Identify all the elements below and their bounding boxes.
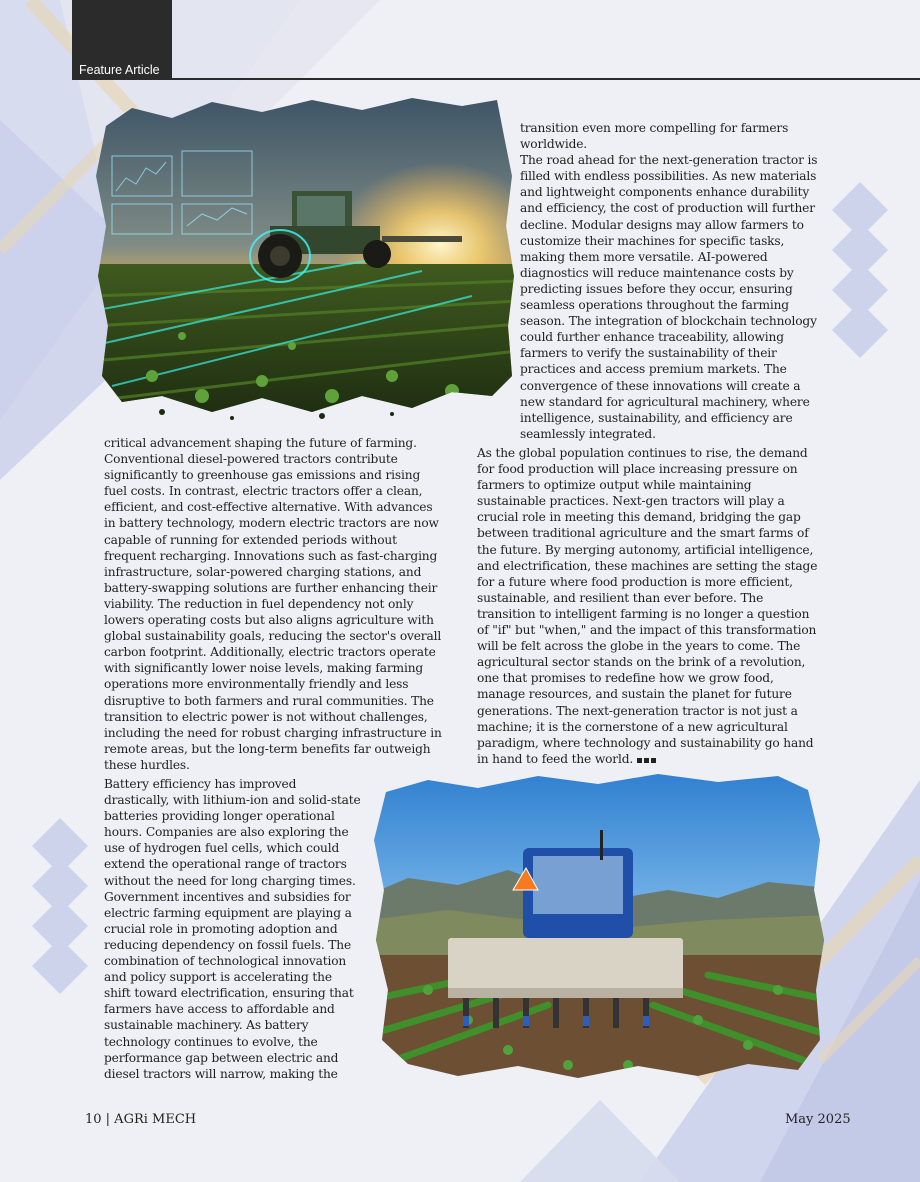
- article-right-column-bottom: [477, 445, 819, 767]
- paragraph-battery-efficiency: Battery efficiency has improved drastically, with lithium-ion and solid-state batteries providing longer operational hours. Companies are also exploring the use of hydrogen fuel cells, which could extend the operational range of tractors without the need for long charging times. Government incentives and subsidies for electric farming equipment are playing a crucial role in promoting adoption and reducing dependency on fossil fuels. The combination of technological innovation and policy support is accelerating the shift toward electrification, ensuring that farmers have access to affordable and sustainable machinery. As battery technology continues to evolve, the performance gap between electric and diesel tractors will narrow, making the: [104, 777, 361, 1081]
- article-left-column-lower: [104, 776, 362, 1082]
- paragraph-electric-tractors: critical advancement shaping the future of farming. Conventional diesel-powered tractors contribute significantly to greenhouse gas emissions and rising fuel costs. In contrast, electric tractors offer a clean, efficient, and cost-effective alternative. With advances in battery technology, modern electric tractors are now capable of running for extended periods without frequent recharging. Innovations such as fast-charging infrastructure, solar-powered charging stations, and battery-swapping solutions are further enhancing their viability. The reduction in fuel dependency not only lowers operating costs but also aligns agriculture with global sustainability goals, reducing the sector's overall carbon footprint. Additionally, electric tractors operate with significantly lower noise levels, making farming operations more environmentally friendly and less disruptive to both farmers and rural communities. The transition to electric power is not without challenges, including the need for robust charging infrastructure in remote areas, but the long-term benefits far outweigh these hurdles.: [104, 436, 442, 772]
- article-right-column-top: [520, 120, 820, 442]
- end-of-article-marker: [637, 751, 658, 767]
- section-label: Feature Article: [79, 63, 160, 77]
- footer-page-info: 10 | AGRi MECH: [85, 1112, 197, 1127]
- paragraph-transition-end: transition even more compelling for farmers worldwide.: [520, 121, 789, 152]
- footer-date: May 2025: [785, 1112, 851, 1127]
- article-left-column-upper: [104, 435, 442, 773]
- header-rule: [172, 78, 920, 80]
- blue-tractor-lettuce-field-photo: [368, 770, 830, 1082]
- smart-tractor-field-photo: [92, 96, 517, 426]
- paragraph-road-ahead: The road ahead for the next-generation tractor is filled with endless possibilities. As new materials and lightweight components enhance durability and efficiency, the cost of production will further decline. Modular designs may allow farmers to customize their machines for specific tasks, making them more versatile. AI-powered diagnostics will reduce maintenance costs by predicting issues before they occur, ensuring seamless operations throughout the farming season. The integration of blockchain technology could further enhance traceability, allowing farmers to verify the sustainability of their practices and access premium markets. The convergence of these innovations will create a new standard for agricultural machinery, where intelligence, sustainability, and efficiency are seamlessly integrated.: [520, 153, 818, 441]
- paragraph-global-population-text: As the global population continues to rise, the demand for food production will place increasing pressure on farmers to optimize output while maintaining sustainable practices. Next-gen tractors will play a crucial role in meeting this demand, bridging the gap between traditional agriculture and the smart farms of the future. By merging autonomy, artificial intelligence, and electrification, these machines are setting the stage for a future where food production is more efficient, sustainable, and resilient than ever before. The transition to intelligent farming is no longer a question of "if" but "when," and the impact of this transformation will be felt across the globe in the years to come. The agricultural sector stands on the brink of a revolution, one that promises to redefine how we grow food, manage resources, and sustain the planet for future generations. The next-generation tractor is not just a machine; it is the cornerstone of a new agricultural paradigm, where technology and sustainability go hand in hand to feed the world.: [477, 446, 818, 766]
- paragraph-global-population: [477, 445, 819, 767]
